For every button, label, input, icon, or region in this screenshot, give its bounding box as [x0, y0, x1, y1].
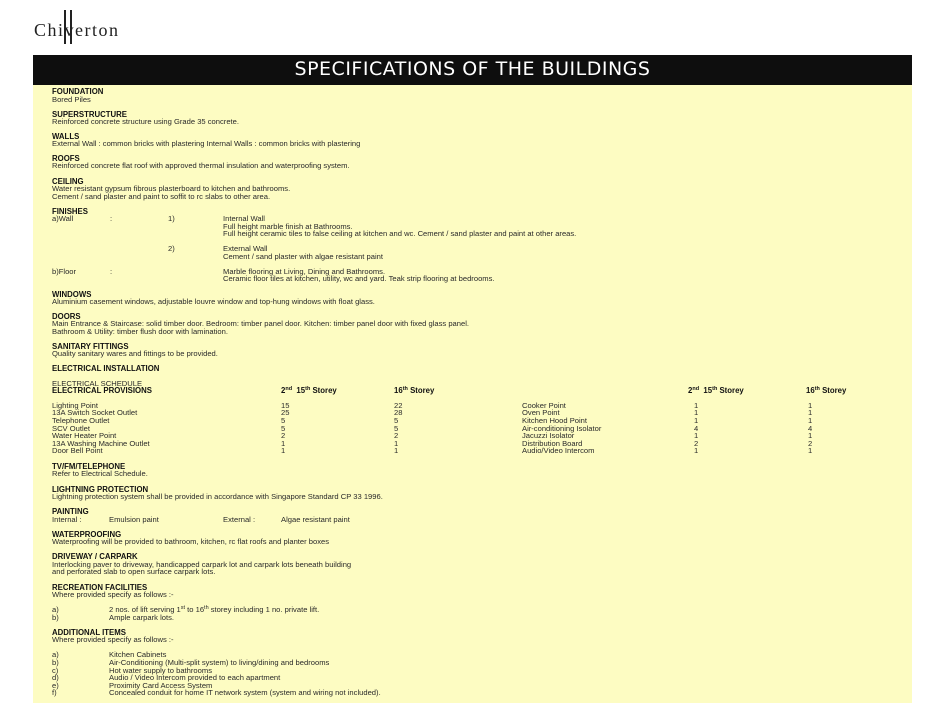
elec-right-col-b-header: 16th Storey — [806, 386, 847, 395]
lightning-text: Lightning protection system shall be provided in accordance with Singapore Standard CP 33 1996. — [52, 492, 383, 501]
electrical-provisions-label: ELECTRICAL PROVISIONS — [52, 386, 152, 395]
finishes-floor-l1: Marble flooring at Living, Dining and Bathrooms. — [223, 267, 386, 276]
waterproofing-text: Waterproofing will be provided to bathroom, kitchen, rc flat roofs and planter boxes — [52, 537, 330, 546]
elec-right-item: Oven Point — [522, 408, 560, 417]
doors-line2: Bathroom & Utility: timber flush door with lamination. — [52, 327, 228, 336]
ceiling-line1: Water resistant gypsum fibrous plasterboard to kitchen and bathrooms. — [52, 184, 291, 193]
elec-left-item: 13A Switch Socket Outlet — [52, 408, 138, 417]
recreation-intro: Where provided specify as follows :- — [52, 590, 174, 599]
additional-item-label: a) — [52, 650, 59, 659]
finishes-item1-l1: Internal Wall — [223, 214, 265, 223]
painting-internal-label: Internal : — [52, 515, 82, 524]
elec-left-b: 5 — [394, 416, 399, 425]
sanitary-heading: SANITARY FITTINGS — [52, 342, 129, 351]
electrical-heading: ELECTRICAL INSTALLATION — [52, 364, 160, 373]
elec-left-item: 13A Washing Machine Outlet — [52, 439, 150, 448]
doors-heading: DOORS — [52, 312, 81, 321]
tv-text: Refer to Electrical Schedule. — [52, 469, 148, 478]
superstructure-text: Reinforced concrete structure using Grade 35 concrete. — [52, 117, 239, 126]
page-title: SPECIFICATIONS OF THE BUILDINGS — [294, 58, 651, 80]
finishes-item1-l3: Full height ceramic tiles to false ceiling at kitchen and wc. Cement / sand plaster and paint at other areas. — [223, 229, 577, 238]
elec-right-a: 4 — [694, 424, 699, 433]
electrical-schedule-label: ELECTRICAL SCHEDULE — [52, 379, 143, 388]
superstructure-heading: SUPERSTRUCTURE — [52, 110, 127, 119]
foundation-heading: FOUNDATION — [52, 87, 104, 96]
elec-right-b: 1 — [808, 401, 813, 410]
finishes-heading: FINISHES — [52, 207, 88, 216]
elec-left-b: 2 — [394, 431, 399, 440]
additional-item-label: f) — [52, 688, 57, 697]
additional-item-text: Proximity Card Access System — [109, 681, 213, 690]
elec-right-item: Kitchen Hood Point — [522, 416, 588, 425]
brand-name: Chiverton — [34, 20, 120, 40]
ceiling-heading: CEILING — [52, 177, 84, 186]
painting-heading: PAINTING — [52, 507, 89, 516]
tv-heading: TV/FM/TELEPHONE — [52, 462, 126, 471]
elec-left-item: SCV Outlet — [52, 424, 90, 433]
elec-left-item: Lighting Point — [52, 401, 99, 410]
finishes-floor-colon: : — [110, 267, 113, 276]
finishes-item2-l2: Cement / sand plaster with algae resistant paint — [223, 252, 383, 261]
additional-item-text: Air-Conditioning (Multi-split system) to living/dining and bedrooms — [109, 658, 330, 667]
additional-heading: ADDITIONAL ITEMS — [52, 628, 126, 637]
finishes-item2-l1: External Wall — [223, 244, 268, 253]
foundation-text: Bored Piles — [52, 95, 91, 104]
doors-line1: Main Entrance & Staircase: solid timber door. Bedroom: timber panel door. Kitchen: timber panel door with fixed glass panel. — [52, 319, 470, 328]
elec-right-item: Jacuzzi Isolator — [522, 431, 575, 440]
finishes-wall-colon: : — [110, 214, 113, 223]
elec-left-col-a-header: 2nd 15th Storey — [281, 386, 337, 395]
elec-left-b: 1 — [394, 439, 399, 448]
elec-left-item: Telephone Outlet — [52, 416, 110, 425]
roofs-text: Reinforced concrete flat roof with approved thermal insulation and waterproofing system. — [52, 161, 350, 170]
recreation-a-text: 2 nos. of lift serving 1st to 16th storey including 1 no. private lift. — [109, 605, 320, 614]
elec-right-a: 1 — [694, 408, 699, 417]
elec-right-item: Distribution Board — [522, 439, 583, 448]
elec-right-a: 1 — [694, 416, 699, 425]
elec-right-b: 2 — [808, 439, 813, 448]
elec-right-item: Audio/Video Intercom — [522, 446, 595, 455]
additional-item-text: Concealed conduit for home IT network system (system and wiring not included). — [109, 688, 381, 697]
painting-external-label: External : — [223, 515, 256, 524]
additional-intro: Where provided specify as follows :- — [52, 635, 174, 644]
elec-right-a: 1 — [694, 446, 699, 455]
additional-item-label: e) — [52, 681, 59, 690]
additional-item-text: Audio / Video Intercom provided to each apartment — [109, 673, 281, 682]
driveway-line2: and perforated slab to open surface carpark lots. — [52, 567, 216, 576]
elec-right-col-a-header: 2nd 15th Storey — [688, 386, 744, 395]
windows-text: Aluminium casement windows, adjustable louvre window and top-hung windows with float glass. — [52, 297, 375, 306]
elec-right-b: 1 — [808, 408, 813, 417]
roofs-heading: ROOFS — [52, 154, 80, 163]
elec-right-a: 2 — [694, 439, 699, 448]
elec-right-b: 4 — [808, 424, 813, 433]
recreation-b-label: b) — [52, 613, 59, 622]
elec-left-a: 25 — [281, 408, 290, 417]
driveway-heading: DRIVEWAY / CARPARK — [52, 552, 138, 561]
elec-right-b: 1 — [808, 416, 813, 425]
ceiling-line2: Cement / sand plaster and paint to soffit to rc slabs to other area. — [52, 192, 271, 201]
finishes-floor-label: b)Floor — [52, 267, 77, 276]
painting-internal-value: Emulsion paint — [109, 515, 159, 524]
recreation-b-text: Ample carpark lots. — [109, 613, 174, 622]
elec-left-a: 1 — [281, 446, 286, 455]
elec-right-b: 1 — [808, 431, 813, 440]
finishes-item2-no: 2) — [168, 244, 175, 253]
elec-left-item: Door Bell Point — [52, 446, 103, 455]
elec-left-a: 5 — [281, 424, 286, 433]
windows-heading: WINDOWS — [52, 290, 92, 299]
waterproofing-heading: WATERPROOFING — [52, 530, 122, 539]
finishes-floor-l2: Ceramic floor tiles at kitchen, utility, wc and yard. Teak strip flooring at bedrooms. — [223, 274, 495, 283]
elec-right-item: Cooker Point — [522, 401, 566, 410]
walls-text: External Wall : common bricks with plastering Internal Walls : common bricks with plastering — [52, 139, 361, 148]
sanitary-text: Quality sanitary wares and fittings to be provided. — [52, 349, 218, 358]
elec-left-a: 5 — [281, 416, 286, 425]
additional-item-label: d) — [52, 673, 59, 682]
elec-left-b: 28 — [394, 408, 403, 417]
elec-left-a: 15 — [281, 401, 290, 410]
driveway-line1: Interlocking paver to driveway, handicapped carpark lot and carpark lots beneath building — [52, 560, 352, 569]
elec-right-a: 1 — [694, 401, 699, 410]
recreation-a-label: a) — [52, 605, 59, 614]
finishes-wall-label: a)Wall — [52, 214, 74, 223]
elec-left-b: 1 — [394, 446, 399, 455]
elec-left-b: 5 — [394, 424, 399, 433]
painting-external-value: Algae resistant paint — [281, 515, 350, 524]
elec-right-item: Air-conditioning Isolator — [522, 424, 602, 433]
elec-left-b: 22 — [394, 401, 403, 410]
walls-heading: WALLS — [52, 132, 80, 141]
additional-item-text: Kitchen Cabinets — [109, 650, 167, 659]
elec-left-item: Water Heater Point — [52, 431, 117, 440]
title-banner — [33, 55, 912, 85]
finishes-item1-no: 1) — [168, 214, 175, 223]
elec-left-a: 1 — [281, 439, 286, 448]
elec-right-b: 1 — [808, 446, 813, 455]
additional-item-text: Hot water supply to bathrooms — [109, 666, 212, 675]
finishes-item1-l2: Full height marble finish at Bathrooms. — [223, 222, 353, 231]
elec-left-col-b-header: 16th Storey — [394, 386, 435, 395]
additional-item-label: c) — [52, 666, 59, 675]
additional-item-label: b) — [52, 658, 59, 667]
elec-left-a: 2 — [281, 431, 286, 440]
lightning-heading: LIGHTNING PROTECTION — [52, 485, 149, 494]
recreation-heading: RECREATION FACILITIES — [52, 583, 148, 592]
elec-right-a: 1 — [694, 431, 699, 440]
